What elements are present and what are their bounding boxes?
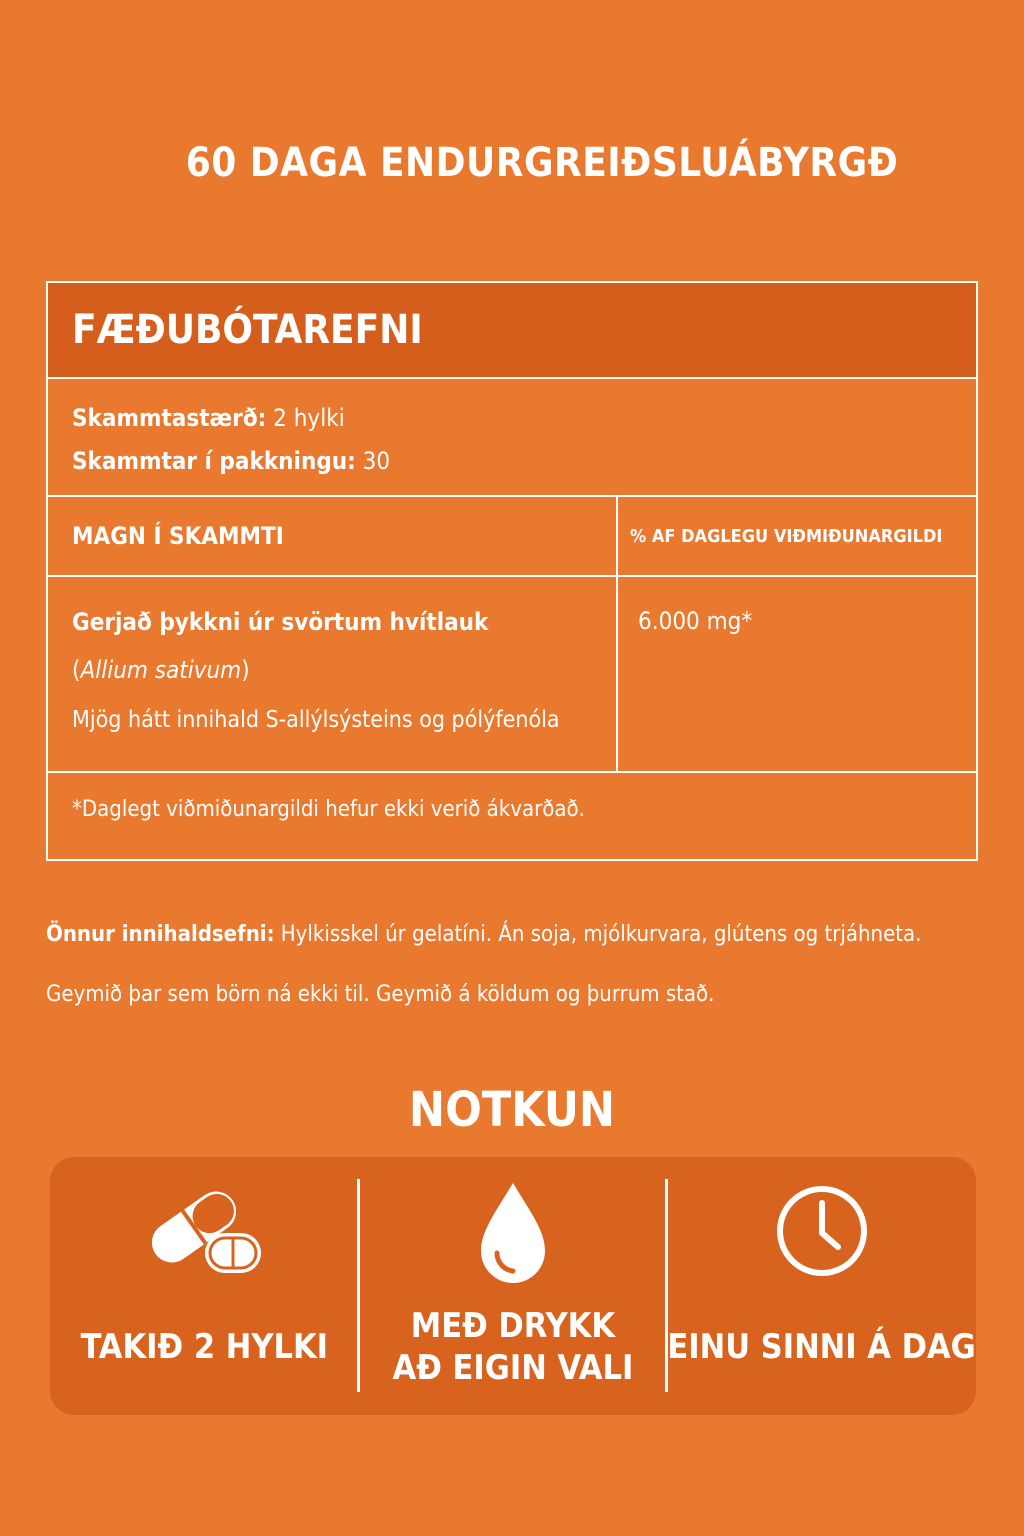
drop-icon	[473, 1179, 553, 1289]
usage-label-drink: MEÐ DRYKK AÐ EIGIN VALI	[392, 1306, 634, 1388]
usage-label-daily: EINU SINNI Á DAG	[667, 1327, 976, 1367]
serving-size-line	[72, 397, 976, 440]
other-ingredients	[46, 905, 996, 1025]
supplement-facts-panel	[46, 281, 978, 861]
usage-box	[50, 1157, 976, 1415]
ingredient-description: Mjög hátt innihald S-allýlsýsteins og pólýfenóla	[72, 707, 560, 733]
column-header-amount: MAGN Í SKAMMTI	[48, 497, 618, 575]
capsule-icon	[139, 1179, 269, 1289]
servings-label: Skammtar í pakkningu:	[72, 447, 356, 475]
footnote: *Daglegt viðmiðunargildi hefur ekki verið ákvarðað.	[72, 797, 585, 822]
servings-per-pack-line	[72, 440, 976, 483]
other-ingredients-label: Önnur innihaldsefni:	[46, 922, 275, 947]
usage-item-capsules	[50, 1157, 359, 1415]
table-header-row	[48, 497, 976, 577]
table-row	[48, 577, 976, 773]
other-ingredients-line	[46, 905, 996, 965]
serving-info	[48, 379, 976, 497]
ingredient-latin: Allium sativum	[80, 656, 242, 684]
guarantee-heading: 60 DAGA ENDURGREIÐSLUÁBYRGÐ	[185, 140, 899, 186]
usage-title: NOTKUN	[408, 1082, 616, 1138]
ingredient-latin-line	[72, 645, 616, 695]
serving-size-label: Skammtastærð:	[72, 404, 267, 432]
latin-close: )	[241, 656, 250, 684]
storage-text: Geymið þar sem börn ná ekki til. Geymið á köldum og þurrum stað.	[46, 982, 715, 1007]
panel-title: FÆÐUBÓTAREFNI	[48, 283, 976, 379]
servings-value: 30	[362, 447, 391, 475]
clock-icon	[772, 1179, 872, 1289]
ingredient-name: Gerjað þykkni úr svörtum hvítlauk	[72, 608, 489, 636]
usage-label-capsules: TAKIÐ 2 HYLKI	[80, 1327, 329, 1367]
serving-size-value: 2 hylki	[273, 404, 345, 432]
column-header-daily-value: % AF DAGLEGU VIÐMIÐUNARGILDI	[630, 525, 943, 547]
ingredient-amount: 6.000 mg*	[638, 607, 753, 635]
usage-item-drink	[359, 1157, 668, 1415]
usage-item-daily	[667, 1157, 976, 1415]
latin-open: (	[72, 656, 81, 684]
other-ingredients-text: Hylkisskel úr gelatíni. Án soja, mjólkurvara, glútens og trjáhneta.	[280, 922, 922, 947]
ingredient-cell	[48, 577, 618, 771]
